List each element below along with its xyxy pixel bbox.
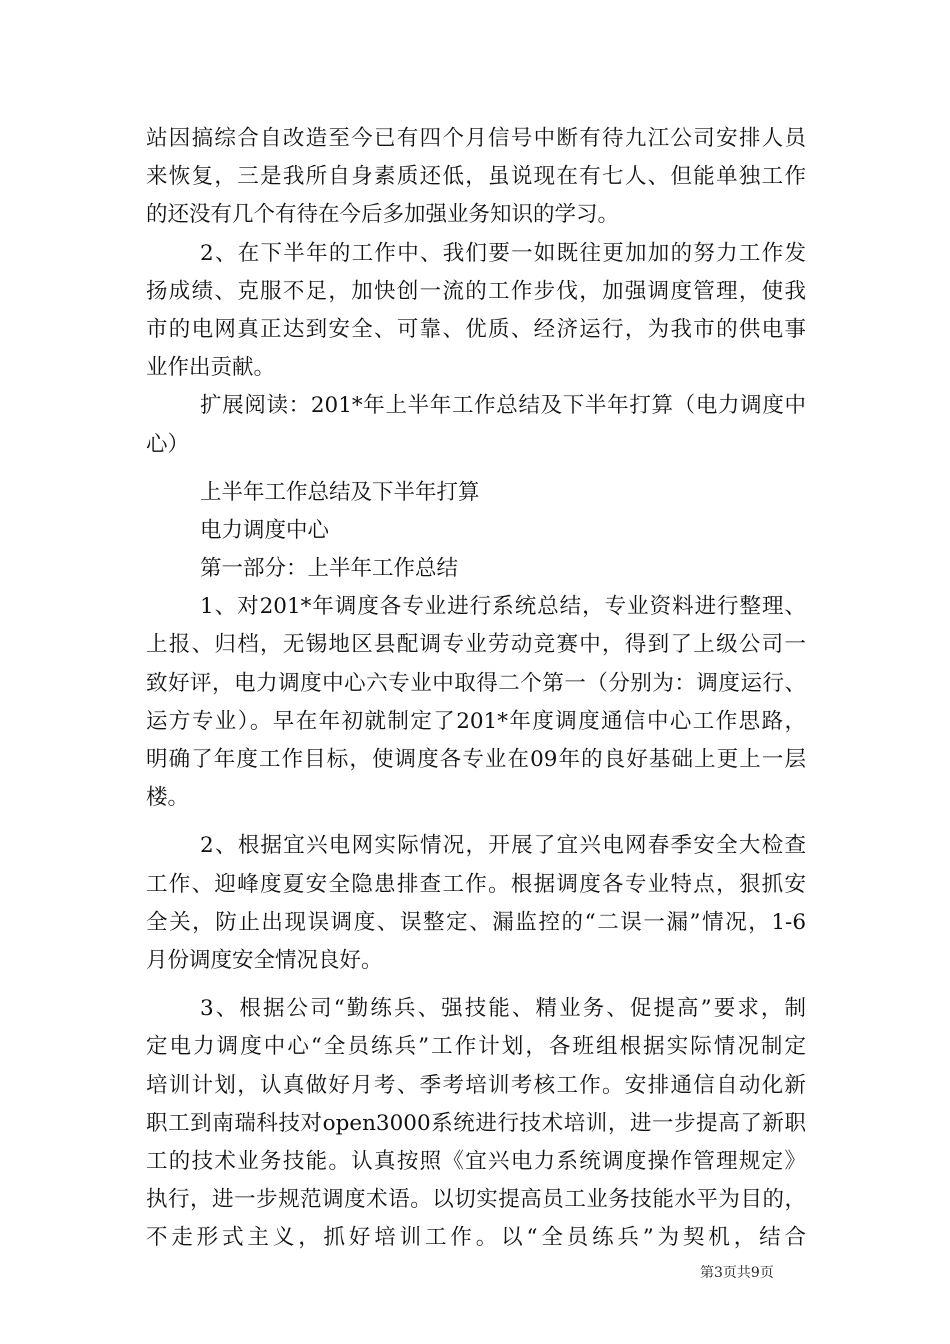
text-line: 运方专业）。早在年初就制定了201*年度调度通信中心工作思路， [146, 708, 806, 734]
text-line: 上报、归档，无锡地区县配调专业劳动竞赛中，得到了上级公司一 [146, 632, 806, 658]
section-title: 上半年工作总结及下半年打算 [200, 479, 480, 505]
paragraph-item-1 [146, 588, 806, 817]
text-line: 楼。 [146, 785, 190, 811]
text-line: 工的技术业务技能。认真按照《宜兴电力系统调度操作管理规定》 [146, 1148, 806, 1174]
paragraph-continuation [146, 120, 806, 235]
text-line: 致好评，电力调度中心六专业中取得二个第一（分别为：调度运行、 [146, 670, 806, 696]
spacer [146, 464, 806, 474]
text-line: 心） [146, 431, 190, 457]
page-number: 第3页共9页 [700, 1265, 774, 1281]
paragraph-item-2-second-half [146, 235, 806, 388]
text-line: 来恢复，三是我所自身素质还低，虽说现在有七人、但能单独工作 [146, 164, 806, 190]
text-line: 工作、迎峰度夏安全隐患排查工作。根据调度各专业特点，狠抓安 [146, 871, 806, 897]
text-line: 业作出贡献。 [146, 355, 276, 381]
document-body [146, 120, 806, 1257]
text-line: 扬成绩、克服不足，加快创一流的工作步伐，加强调度管理，使我 [146, 278, 806, 304]
spacer [146, 980, 806, 990]
text-line: 2、在下半年的工作中、我们要一如既往更加加的努力工作发 [200, 240, 806, 266]
text-line: 定电力调度中心“全员练兵”工作计划，各班组根据实际情况制定 [146, 1034, 806, 1060]
text-line: 的还没有几个有待在今后多加强业务知识的学习。 [146, 202, 620, 228]
text-line: 1、对201*年调度各专业进行系统总结，专业资料进行整理、 [200, 594, 806, 620]
text-line: 明确了年度工作目标，使调度各专业在09年的良好基础上更上一层 [146, 747, 806, 772]
spacer [146, 817, 806, 827]
text-line: 执行，进一步规范调度术语。以切实提高员工业务技能水平为目的， [146, 1187, 806, 1213]
text-line: 扩展阅读：201*年上半年工作总结及下半年打算（电力调度中 [200, 393, 806, 419]
department-name: 电力调度中心 [200, 517, 330, 543]
text-line: 3、根据公司“勤练兵、强技能、精业务、促提高”要求，制 [200, 996, 806, 1022]
paragraph-item-2 [146, 827, 806, 980]
text-line: 不走形式主义，抓好培训工作。以“全员练兵”为契机，结合 [146, 1225, 806, 1251]
text-line: 培训计划，认真做好月考、季考培训考核工作。安排通信自动化新 [146, 1072, 806, 1098]
part-heading: 第一部分：上半年工作总结 [200, 556, 459, 582]
text-line: 月份调度安全情况良好。 [146, 947, 383, 973]
text-line: 职工到南瑞科技对open3000系统进行技术培训，进一步提高了新职 [146, 1110, 806, 1136]
text-line: 全关，防止出现误调度、误整定、漏监控的“二误一漏”情况，1-6 [146, 909, 806, 935]
text-line: 2、根据宜兴电网实际情况，开展了宜兴电网春季安全大检查 [200, 833, 806, 859]
paragraph-extended-reading [146, 387, 806, 463]
text-line: 站因搞综合自改造至今已有四个月信号中断有待九江公司安排人员 [146, 126, 806, 151]
text-line: 市的电网真正达到安全、可靠、优质、经济运行，为我市的供电事 [146, 316, 806, 342]
paragraph-item-3 [146, 990, 806, 1257]
